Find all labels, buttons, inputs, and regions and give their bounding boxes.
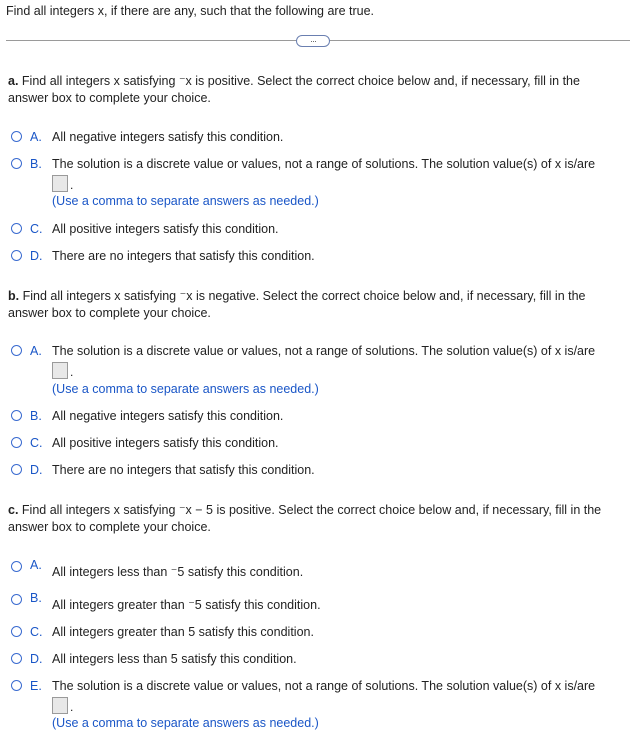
- question-c-post: is positive. Select the correct choice below and, if necessary, fill in the: [212, 503, 602, 517]
- question-b-expr: ⁻x: [179, 289, 193, 303]
- option-text: All negative integers satisfy this condition.: [52, 130, 284, 144]
- more-button[interactable]: ···: [296, 35, 330, 47]
- answer-box-c[interactable]: [52, 697, 68, 714]
- radio-button[interactable]: [11, 410, 22, 421]
- answer-box-a[interactable]: [52, 175, 68, 192]
- question-a-label: a.: [8, 74, 19, 88]
- question-a-post: is positive. Select the correct choice below and, if necessary, fill in the: [191, 74, 580, 88]
- option-letter: C.: [30, 625, 43, 639]
- answer-period: .: [70, 700, 74, 714]
- question-b: [8, 288, 620, 322]
- question-c-label: c.: [8, 503, 19, 517]
- hint-text-a: (Use a comma to separate answers as needed.): [52, 194, 319, 208]
- option-text: All integers greater than 5 satisfy this condition.: [52, 625, 314, 639]
- option-text: There are no integers that satisfy this condition.: [52, 463, 315, 477]
- option-letter: A.: [30, 130, 42, 144]
- hint-text-b: (Use a comma to separate answers as needed.): [52, 382, 319, 396]
- option-letter: C.: [30, 222, 43, 236]
- radio-button[interactable]: [11, 250, 22, 261]
- question-b-line2: answer box to complete your choice.: [8, 306, 211, 320]
- radio-button[interactable]: [11, 437, 22, 448]
- hint-text-c: (Use a comma to separate answers as needed.): [52, 716, 319, 730]
- radio-button[interactable]: [11, 561, 22, 572]
- question-a-pre: Find all integers x satisfying: [21, 74, 179, 88]
- answer-period: .: [70, 365, 74, 379]
- question-a-expr: ⁻x: [178, 74, 192, 88]
- question-b-label: b.: [8, 289, 20, 303]
- option-text: The solution is a discrete value or values, not a range of solutions. The solution value(s) of x is/are: [52, 157, 596, 171]
- radio-button[interactable]: [11, 223, 22, 234]
- option-text: There are no integers that satisfy this condition.: [52, 249, 315, 263]
- option-letter: C.: [30, 436, 43, 450]
- question-b-post: is negative. Select the correct choice below and, if necessary, fill in the: [192, 289, 586, 303]
- question-b-pre: Find all integers x satisfying: [22, 289, 180, 303]
- radio-button[interactable]: [11, 158, 22, 169]
- answer-period: .: [70, 178, 74, 192]
- option-letter: A.: [30, 558, 42, 572]
- option-text: The solution is a discrete value or values, not a range of solutions. The solution value(s) of x is/are: [52, 344, 596, 358]
- radio-button[interactable]: [11, 653, 22, 664]
- option-letter: A.: [30, 344, 42, 358]
- option-text: All integers less than 5 satisfy this condition.: [52, 652, 297, 666]
- option-letter: B.: [30, 157, 42, 171]
- radio-button[interactable]: [11, 131, 22, 142]
- instructions-text: Find all integers x, if there are any, such that the following are true.: [6, 4, 375, 18]
- option-letter: D.: [30, 652, 43, 666]
- question-a-line2: answer box to complete your choice.: [8, 91, 211, 105]
- radio-button[interactable]: [11, 464, 22, 475]
- radio-button[interactable]: [11, 345, 22, 356]
- option-text: All positive integers satisfy this condition.: [52, 436, 279, 450]
- question-c-expr: ⁻x − 5: [178, 503, 213, 517]
- radio-button[interactable]: [11, 680, 22, 691]
- option-letter: D.: [30, 463, 43, 477]
- answer-box-b[interactable]: [52, 362, 68, 379]
- option-letter: B.: [30, 409, 42, 423]
- option-letter: B.: [30, 591, 42, 605]
- option-letter: D.: [30, 249, 43, 263]
- option-text: All integers greater than ⁻5 satisfy this condition.: [52, 598, 321, 612]
- question-c: [8, 502, 620, 536]
- option-text: All positive integers satisfy this condition.: [52, 222, 279, 236]
- radio-button[interactable]: [11, 626, 22, 637]
- question-c-pre: Find all integers x satisfying: [21, 503, 179, 517]
- question-c-line2: answer box to complete your choice.: [8, 520, 211, 534]
- option-letter: E.: [30, 679, 42, 693]
- question-a: [8, 73, 620, 107]
- option-text: All integers less than ⁻5 satisfy this condition.: [52, 565, 304, 579]
- radio-button[interactable]: [11, 594, 22, 605]
- option-text: The solution is a discrete value or values, not a range of solutions. The solution value(s) of x is/are: [52, 679, 596, 693]
- option-text: All negative integers satisfy this condition.: [52, 409, 284, 423]
